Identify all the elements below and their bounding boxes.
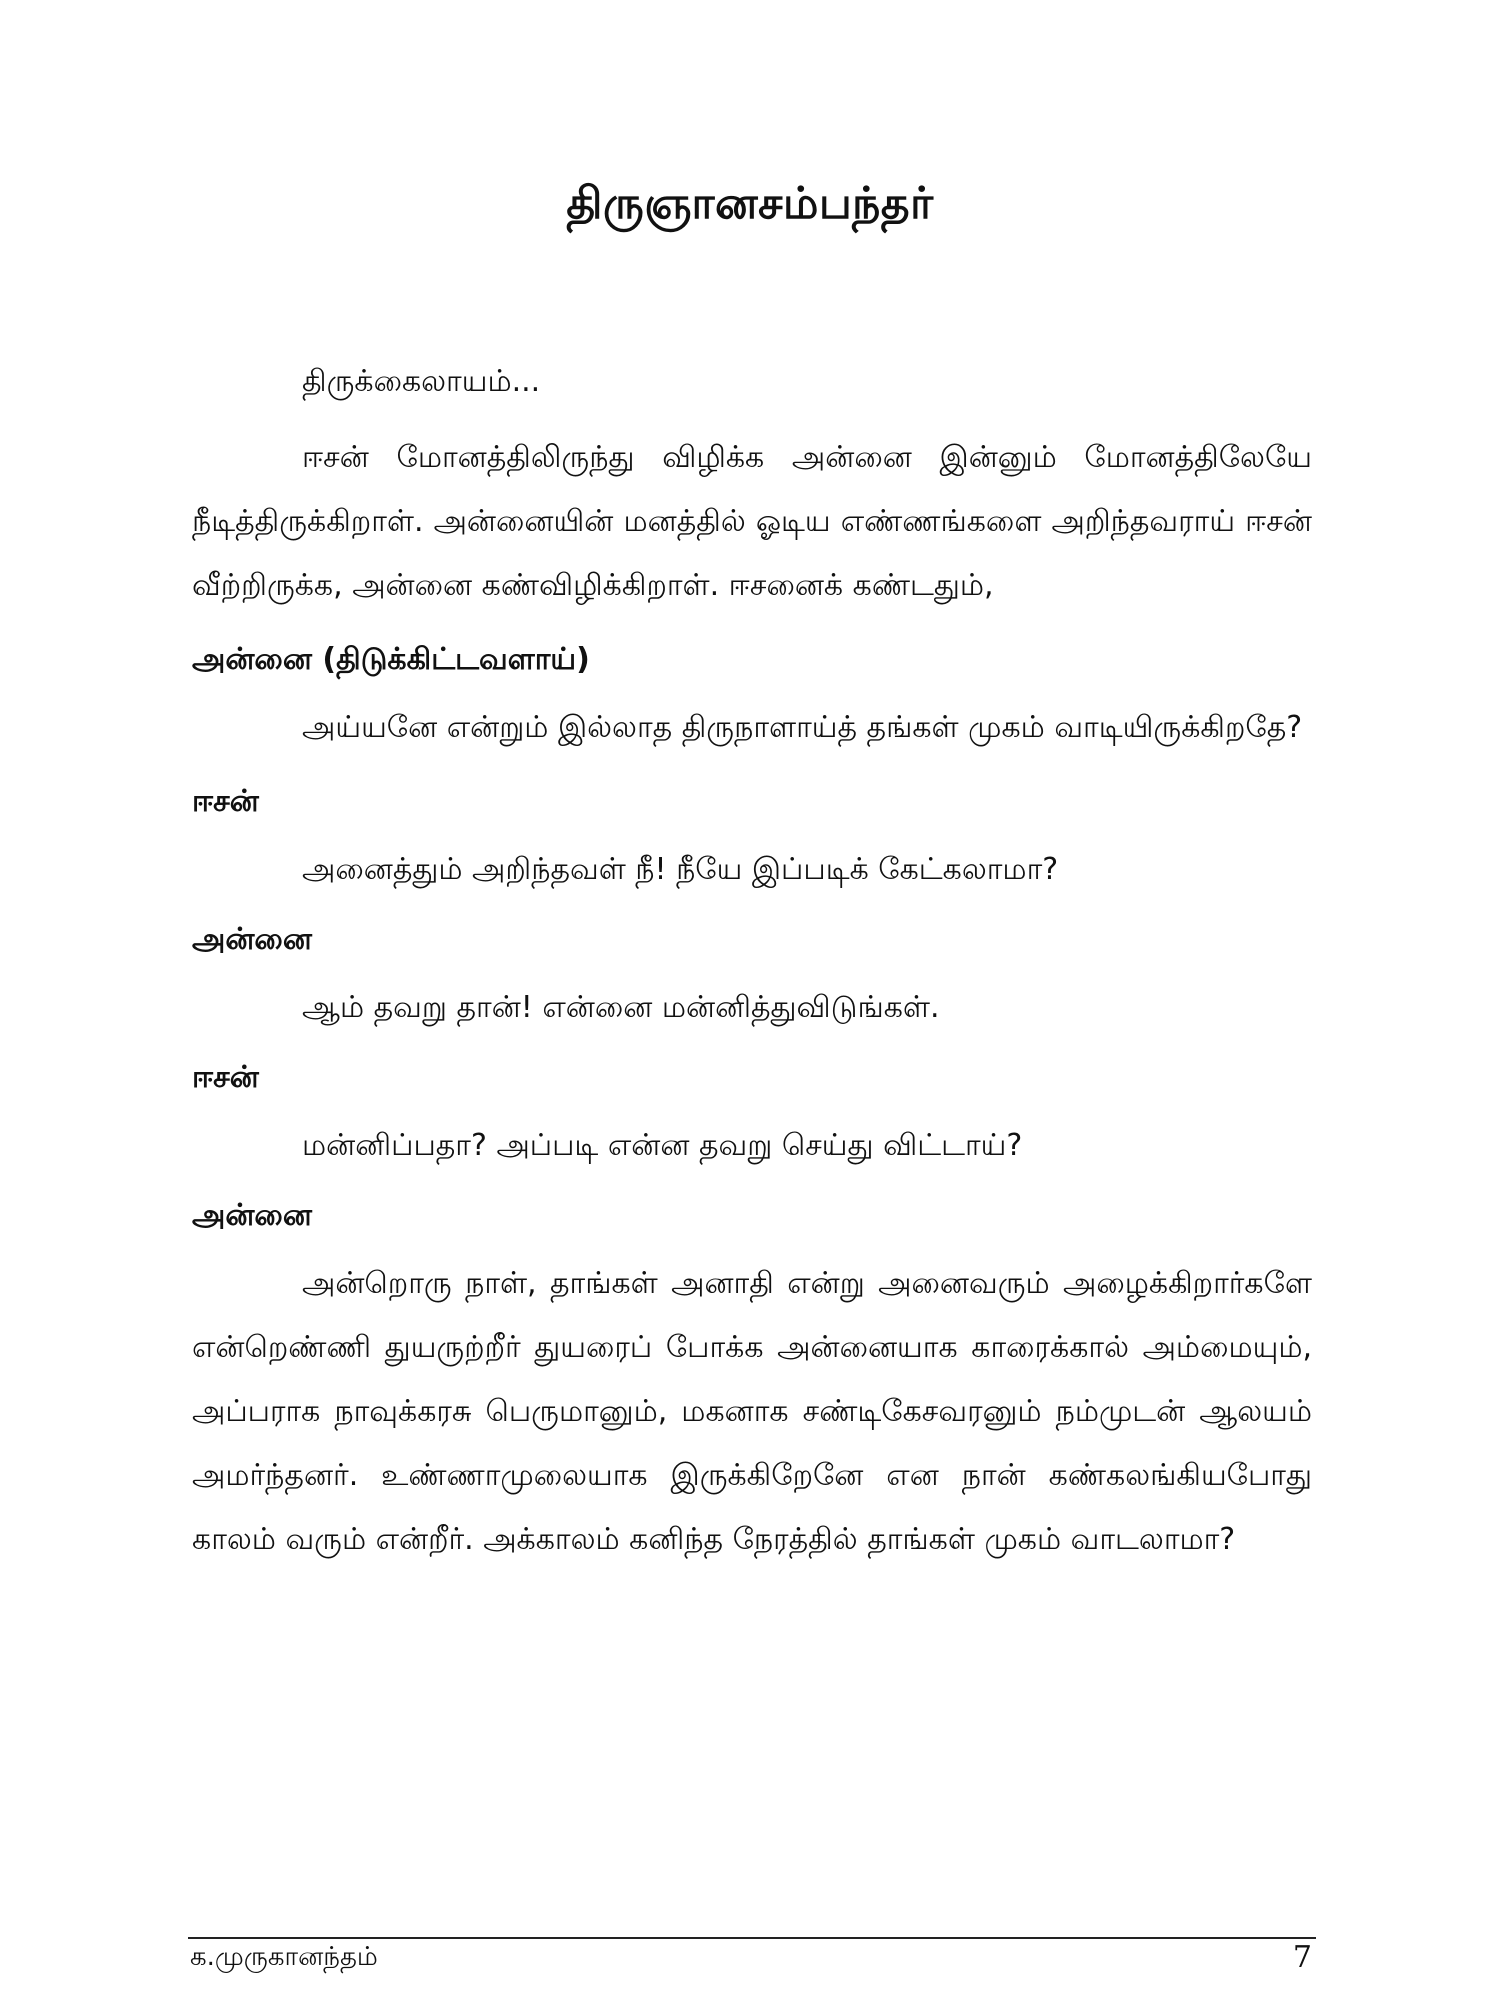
speaker-label: ஈசன் [192,784,259,819]
speaker-label: அன்னை [192,1198,312,1233]
speaker-label: அன்னை [192,922,312,957]
opening-line: திருக்கைலாயம்... [302,364,541,399]
footer-divider [188,1937,1316,1939]
footer-author: க.முருகானந்தம் [190,1942,378,1972]
chapter-title: திருஞானசம்பந்தர் [566,178,934,229]
speaker-label: ஈசன் [192,1060,259,1095]
dialogue-line: மன்னிப்பதா? அப்படி என்ன தவறு செய்து விட்டாய்? [302,1128,1023,1163]
dialogue-line: அய்யனே என்றும் இல்லாத திருநாளாய்த் தங்கள் முகம் வாடியிருக்கிறதே? [302,710,1303,745]
page-number: 7 [1292,1940,1312,1975]
speaker-label: அன்னை (திடுக்கிட்டவளாய்) [192,642,590,677]
page-content [192,350,1312,1582]
dialogue-line: ஆம் தவறு தான்! என்னை மன்னித்துவிடுங்கள். [302,990,940,1025]
dialogue-line: அனைத்தும் அறிந்தவள் நீ! நீயே இப்படிக் கேட்கலாமா? [302,852,1059,887]
dialogue-line: அன்றொரு நாள், தாங்கள் அனாதி என்று அனைவரும் அழைக்கிறார்களே என்றெண்ணி துயருற்றீர் துயரைப் போக்க அன்னையாக காரைக்கால் அம்மையும், அப்பராக நாவுக்கரசு பெருமானும், மகனாக சண்டிகேசவரனும் நம்முடன் ஆலயம் அமர்ந்தனர். உண்ணாமுலையாக இருக்கிறேனே என நான் கண்கலங்கியபோது காலம் வரும் என்றீர். அக்காலம் கனிந்த நேரத்தில் தாங்கள் முகம் வாடலாமா? [192,1266,1312,1557]
narration-paragraph: ஈசன் மோனத்திலிருந்து விழிக்க அன்னை இன்னும் மோனத்திலேயே நீடித்திருக்கிறாள். அன்னையின் மனத்தில் ஓடிய எண்ணங்களை அறிந்தவராய் ஈசன் வீற்றிருக்க, அன்னை கண்விழிக்கிறாள். ஈசனைக் கண்டதும், [192,440,1312,603]
